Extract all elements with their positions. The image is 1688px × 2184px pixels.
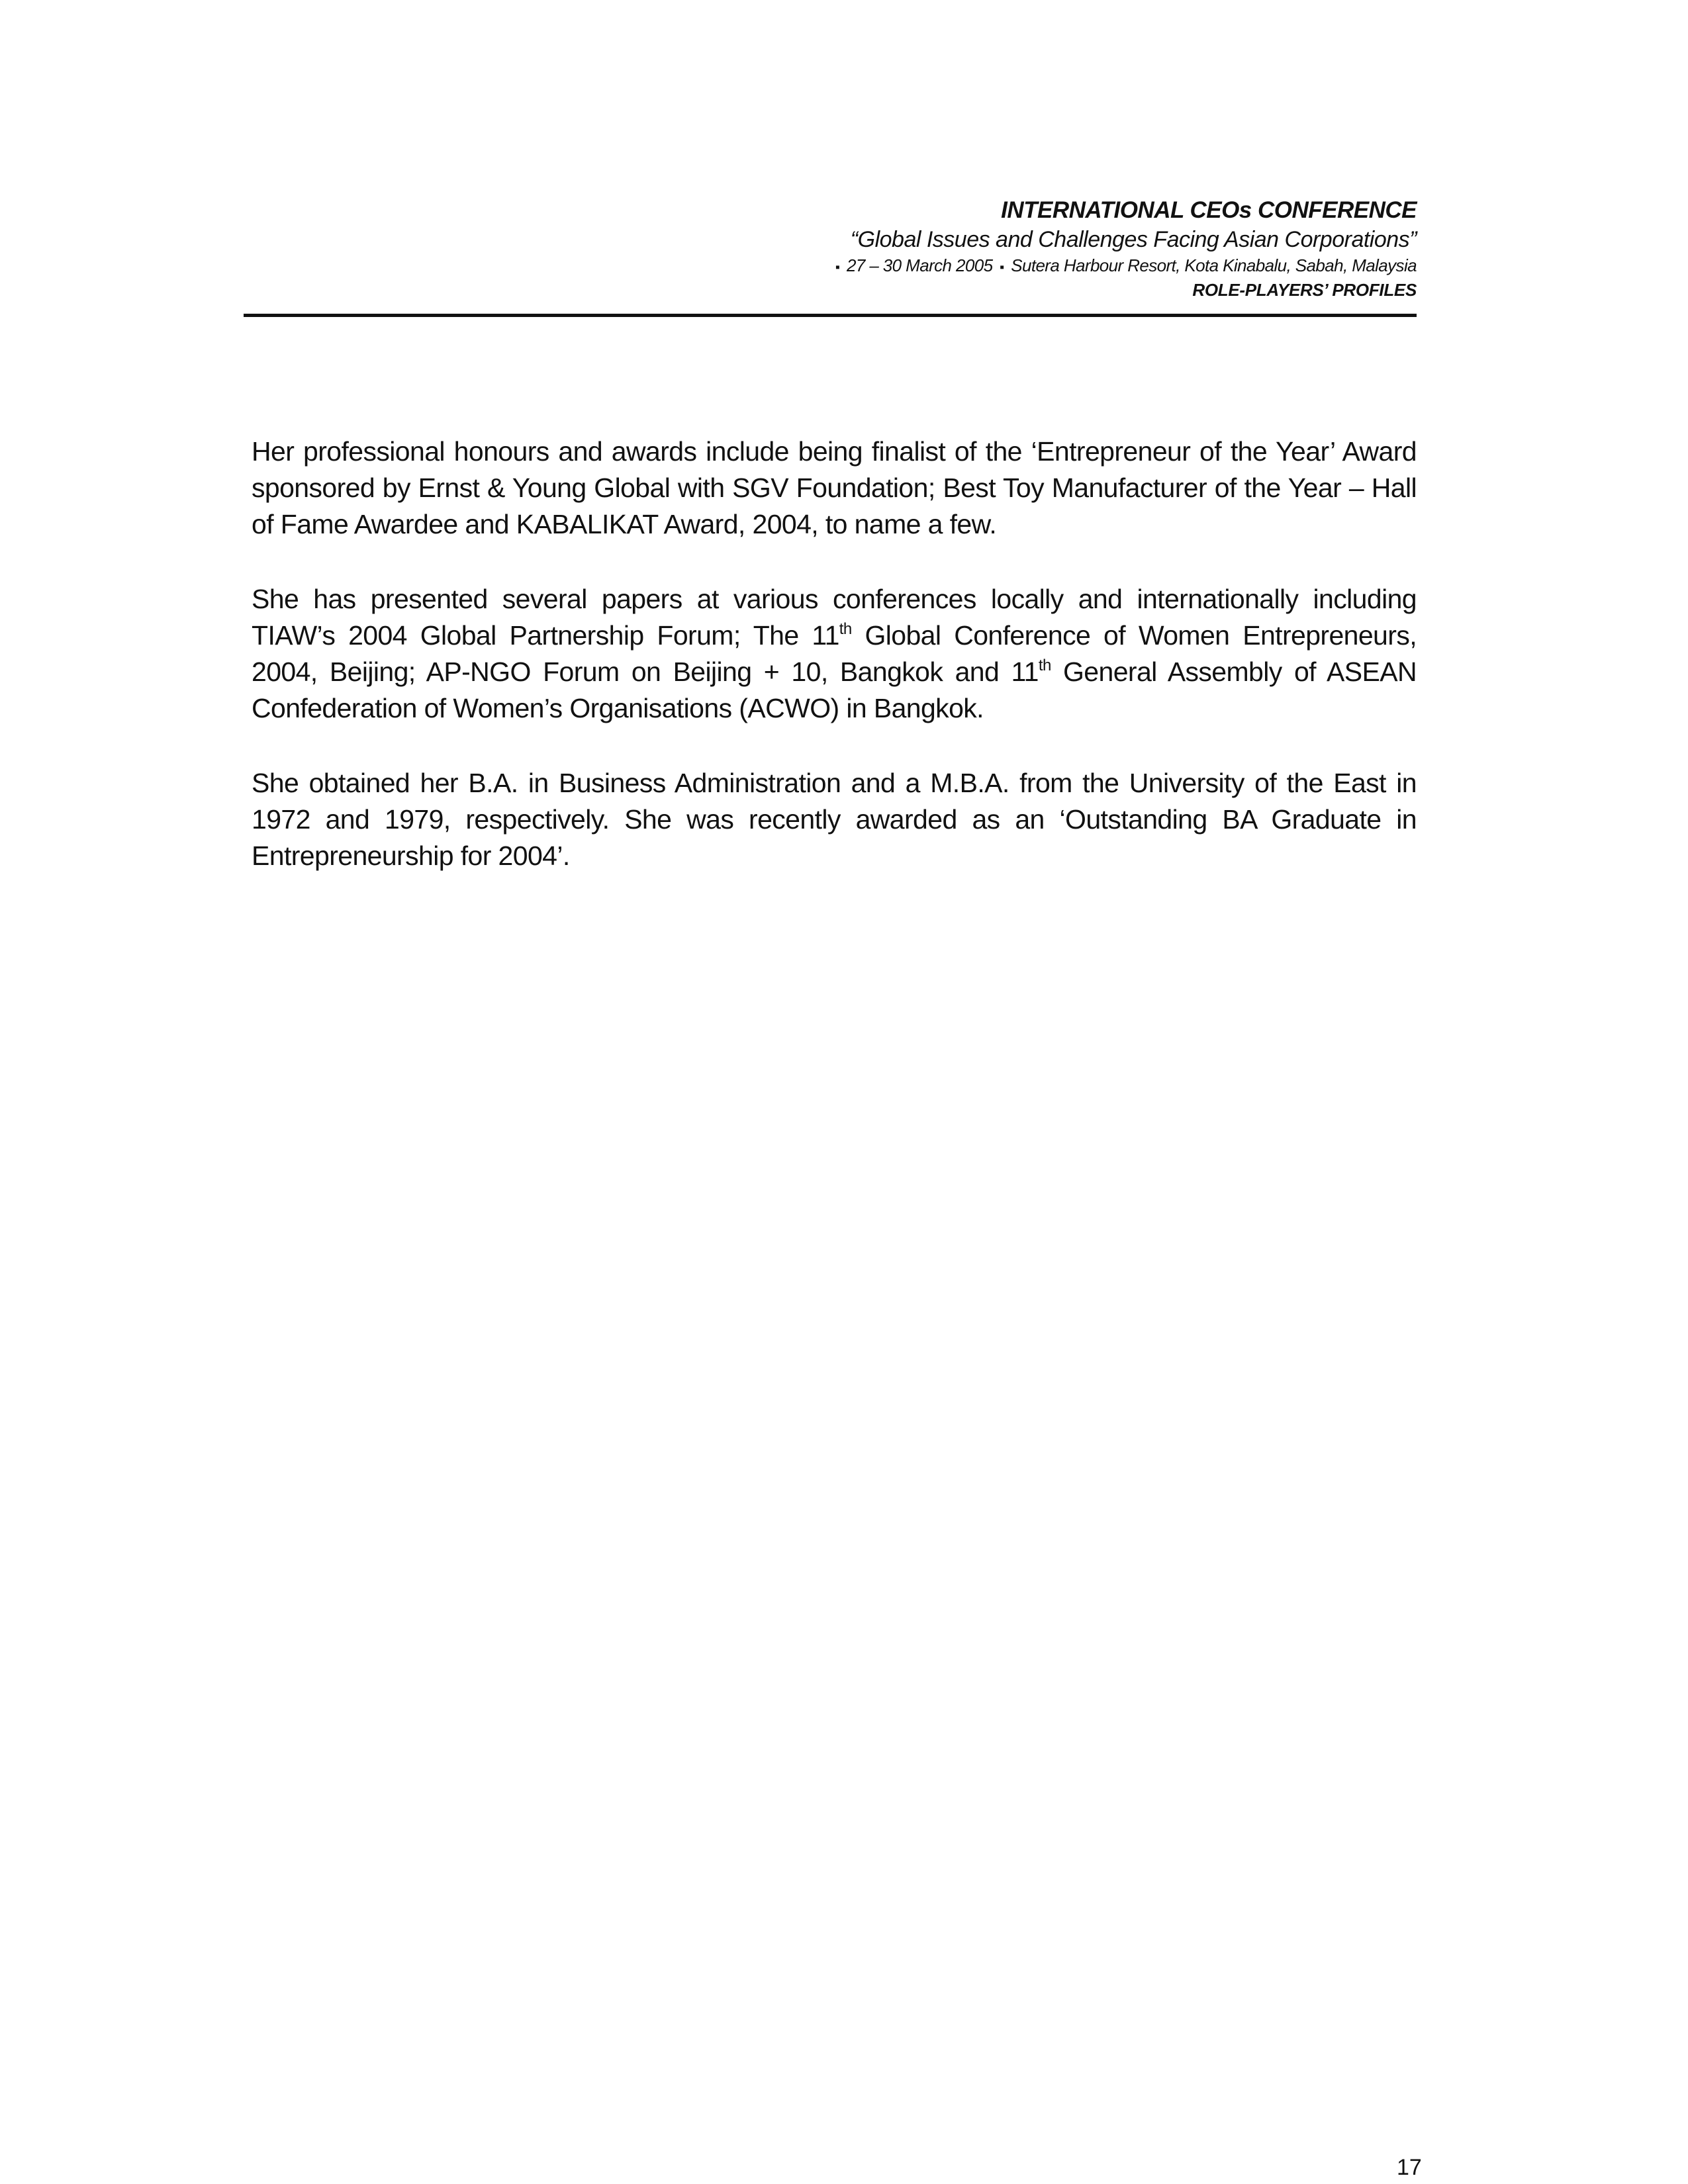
- conference-details: [245, 254, 1417, 279]
- conference-dates: 27 – 30 March 2005: [846, 255, 993, 275]
- header-divider: [244, 314, 1417, 317]
- bullet-icon: ▪: [835, 260, 840, 275]
- section-title: ROLE-PLAYERS’ PROFILES: [1192, 280, 1417, 300]
- ordinal-suffix: th: [1038, 657, 1051, 674]
- conference-venue: Sutera Harbour Resort, Kota Kinabalu, Sabah, Malaysia: [1011, 255, 1417, 275]
- ordinal-suffix: th: [839, 620, 852, 638]
- paragraph-papers: She has presented several papers at various conferences locally and internationally including TIAW’s 2004 Global Partnership Forum; The 11th Global Conference of Women Entrepreneurs, 2004, Beijing; AP-NGO Forum on Beijing + 10, Bangkok and 11th General Assembly of ASEAN Confederation of Women’s Organisations (ACWO) in Bangkok.: [252, 584, 1417, 723]
- page-number: 17: [1397, 2155, 1422, 2180]
- profile-body: [252, 433, 1417, 913]
- conference-title: INTERNATIONAL CEOs CONFERENCE: [1001, 197, 1417, 223]
- conference-theme: “Global Issues and Challenges Facing Asian Corporations”: [850, 227, 1417, 252]
- document-header: [245, 196, 1417, 301]
- paragraph-awards: Her professional honours and awards include being finalist of the ‘Entrepreneur of the Year’ Award sponsored by Ernst & Young Global with SGV Foundation; Best Toy Manufacturer of the Year – Hall of Fame Awardee and KABALIKAT Award, 2004, to name a few.: [252, 436, 1417, 539]
- paragraph-education: She obtained her B.A. in Business Administration and a M.B.A. from the University of the East in 1972 and 1979, respectively. She was recently awarded as an ‘Outstanding BA Graduate in Entrepreneurship for 2004’.: [252, 768, 1417, 871]
- bullet-icon: ▪: [1000, 260, 1004, 275]
